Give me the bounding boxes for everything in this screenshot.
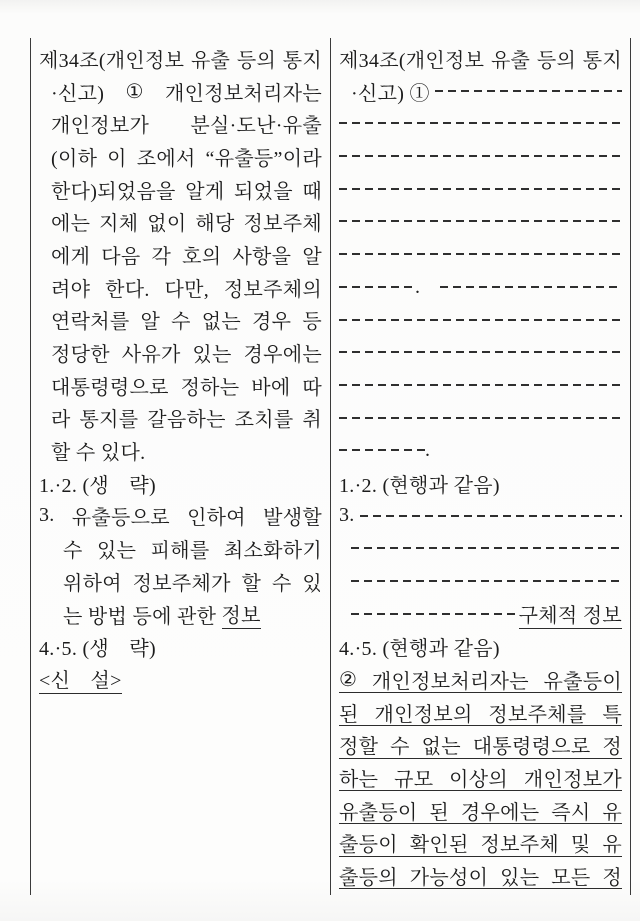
word: 이 — [107, 147, 127, 170]
word: 하는 — [339, 768, 379, 791]
text-line — [39, 369, 322, 402]
word: 에는 — [51, 213, 91, 236]
text-line — [39, 467, 322, 500]
word: 알 — [302, 245, 322, 268]
word: 정보주체를 — [488, 703, 587, 726]
text-line — [39, 598, 322, 631]
word: 등 — [302, 311, 322, 334]
text-line — [39, 238, 322, 271]
word: 피해를 — [150, 540, 210, 563]
word: 에게 — [51, 245, 91, 268]
text-line — [39, 173, 322, 206]
word: 정 — [602, 736, 622, 759]
word: 한다. — [105, 278, 150, 301]
word: 모든 — [551, 867, 591, 890]
text-line — [39, 336, 322, 369]
word: 경우에는 — [243, 344, 322, 367]
word: 없는 — [421, 736, 461, 759]
word: 해당 — [195, 213, 235, 236]
text-line — [339, 369, 622, 402]
word: 통지 — [282, 49, 322, 72]
word: 대통령령으로 — [51, 376, 169, 399]
dash-line — [339, 369, 622, 402]
word: 가능성이 — [409, 867, 489, 890]
text-line — [339, 402, 622, 435]
word: 개인정보가 — [523, 768, 622, 791]
word: 각 — [151, 245, 172, 268]
word: 조에서 — [136, 147, 196, 170]
word: 없는 — [201, 311, 242, 334]
text-line — [39, 107, 322, 140]
word: 개인정보처리자는 — [371, 670, 529, 693]
text-line — [339, 565, 622, 598]
word: 유 — [602, 801, 622, 824]
word: 통지를 — [79, 409, 139, 432]
text-line — [39, 205, 322, 238]
word: 다음 — [101, 245, 141, 268]
word: 다만, — [164, 278, 210, 301]
word: 위하여 — [63, 572, 122, 595]
word: 정 — [602, 867, 622, 890]
word: 출등이 — [339, 834, 398, 857]
word: 제34조(개인정보 — [339, 49, 485, 72]
word: 수 — [63, 540, 83, 563]
word: 정보주체가 — [132, 572, 231, 595]
dash-line — [339, 205, 622, 238]
word: 수 — [171, 311, 191, 334]
word: 된 — [429, 801, 449, 824]
word: ② — [339, 668, 358, 691]
word: 최소화하기 — [223, 540, 322, 563]
word: 통지 — [582, 49, 622, 72]
dash-line — [339, 238, 622, 271]
word: 출등의 — [339, 867, 398, 890]
text-line — [339, 238, 622, 271]
text-line — [339, 859, 622, 892]
word: 없이 — [147, 213, 187, 236]
word: 규모 — [394, 768, 434, 791]
dash-line — [339, 271, 415, 304]
word: 개인정보가 — [51, 115, 150, 138]
text-line — [39, 75, 322, 108]
text-line — [39, 663, 322, 696]
word: 등의 — [536, 49, 577, 72]
text-segment: 4.·5. (현행과 같음) — [339, 638, 500, 661]
text-line — [339, 42, 622, 75]
word: 정보주체의 — [223, 278, 322, 301]
text-line — [339, 205, 622, 238]
word: 취 — [302, 409, 322, 432]
word: 갈음하는 — [147, 409, 226, 432]
text-line — [339, 271, 622, 304]
word: 연락처를 — [51, 311, 130, 334]
text-line — [339, 598, 622, 631]
word: 된 — [339, 703, 359, 726]
word: 유출등이 — [543, 670, 622, 693]
word: (이하 — [51, 147, 98, 170]
text-line — [39, 565, 322, 598]
word: ·신고) — [51, 82, 105, 105]
dash-line — [339, 173, 622, 206]
dash-line — [339, 304, 622, 337]
dash-line — [339, 140, 622, 173]
text-line — [339, 304, 622, 337]
word: 려야 — [51, 278, 91, 301]
text-line — [39, 434, 322, 467]
text-line — [39, 140, 322, 173]
text-segment: . — [425, 439, 431, 462]
word: 조치를 — [234, 409, 294, 432]
text-line — [39, 532, 322, 565]
word: 유출 — [190, 49, 231, 72]
word: 라 — [51, 409, 71, 432]
word: 즉시 — [551, 801, 591, 824]
amendment-column — [331, 38, 631, 895]
text-line — [339, 107, 622, 140]
dash-line — [435, 75, 622, 108]
text-line — [339, 630, 622, 663]
dash-line — [440, 271, 622, 304]
word: 정보주체 — [243, 213, 322, 236]
word: 수 — [271, 572, 292, 595]
text-line — [339, 434, 622, 467]
text-line — [339, 794, 622, 827]
word: 3. — [39, 504, 55, 527]
word: 경우에는 — [460, 801, 540, 824]
word: 정당한 — [51, 344, 110, 367]
text-line — [339, 532, 622, 565]
word: 수 — [390, 736, 410, 759]
dash-line — [351, 565, 622, 598]
current-law-column — [31, 38, 331, 895]
text-segment: . — [415, 275, 421, 298]
text-line — [339, 663, 622, 696]
word: ① — [125, 80, 144, 103]
word: 알 — [140, 311, 161, 334]
spacer — [420, 271, 440, 304]
word: 할 — [241, 572, 262, 595]
word: 개인정보의 — [374, 703, 473, 726]
text-line — [339, 140, 622, 173]
text-line — [39, 42, 322, 75]
dash-line — [339, 402, 622, 435]
text-segment: 4.·5. (생 략) — [39, 638, 156, 661]
word: 제34조(개인정보 — [39, 49, 185, 72]
word: 인하여 — [187, 507, 246, 530]
word: 정하는 — [180, 376, 240, 399]
dash-line — [360, 500, 622, 533]
text-segment: ·신고) ① — [351, 82, 436, 105]
text-line — [339, 728, 622, 761]
word: 확인된 — [409, 834, 469, 857]
word: 바에 — [251, 376, 291, 399]
text-line — [339, 500, 622, 533]
word: 유출 — [490, 49, 531, 72]
text-line — [339, 75, 622, 108]
text-segment: <신 설> — [39, 664, 122, 694]
word: 알게 — [185, 180, 225, 203]
word: 있는 — [97, 540, 137, 563]
word: 정보주체 — [480, 834, 559, 857]
word: 있는 — [192, 344, 232, 367]
word: 있 — [302, 572, 322, 595]
text-line — [339, 336, 622, 369]
word: 지체 — [99, 213, 139, 236]
dash-line — [339, 434, 425, 467]
text-line — [339, 467, 622, 500]
text-line — [339, 827, 622, 860]
dash-line — [339, 336, 622, 369]
text-line — [39, 304, 322, 337]
word: 개인정보처리자는 — [165, 82, 322, 105]
comparison-table — [30, 38, 632, 895]
word: 있는 — [500, 867, 540, 890]
word: 때 — [302, 180, 322, 203]
dash-line — [339, 107, 622, 140]
word: 유 — [602, 834, 622, 857]
text-segment: 할 수 있다. — [51, 442, 146, 465]
text-segment: 1.·2. (현행과 같음) — [339, 474, 500, 497]
word: 호의 — [182, 245, 222, 268]
dash-line — [351, 598, 519, 631]
word: 유출등이 — [339, 801, 418, 824]
word: 사항을 — [232, 245, 292, 268]
text-line — [39, 500, 322, 533]
word: 분실·도난·유출 — [190, 115, 322, 138]
word: 및 — [570, 834, 591, 857]
word: 되었을 — [233, 180, 293, 203]
text-segment: 3. — [339, 504, 360, 527]
word: 대통령령으로 — [472, 736, 591, 759]
word: 이상의 — [449, 768, 509, 791]
word: 한다)되었음을 — [51, 180, 176, 203]
word: 유출등으로 — [71, 507, 170, 530]
word: 정할 — [339, 736, 379, 759]
word: 등의 — [236, 49, 277, 72]
text-line — [339, 173, 622, 206]
text-line — [39, 402, 322, 435]
text-segment: 1.·2. (생 략) — [39, 474, 156, 497]
word: 따 — [302, 376, 322, 399]
text-segment: 정보 — [222, 599, 261, 629]
word: 사유가 — [121, 344, 181, 367]
text-segment: 는 방법 등에 관한 — [63, 605, 222, 628]
text-line — [39, 271, 322, 304]
word: 특 — [602, 703, 622, 726]
text-line — [339, 761, 622, 794]
text-line — [339, 696, 622, 729]
dash-line — [351, 532, 622, 565]
word: 경우 — [252, 311, 292, 334]
word: 발생할 — [263, 507, 322, 530]
text-segment: 구체적 정보 — [519, 599, 622, 629]
text-line — [39, 630, 322, 663]
word: “유출등”이라 — [205, 147, 322, 170]
